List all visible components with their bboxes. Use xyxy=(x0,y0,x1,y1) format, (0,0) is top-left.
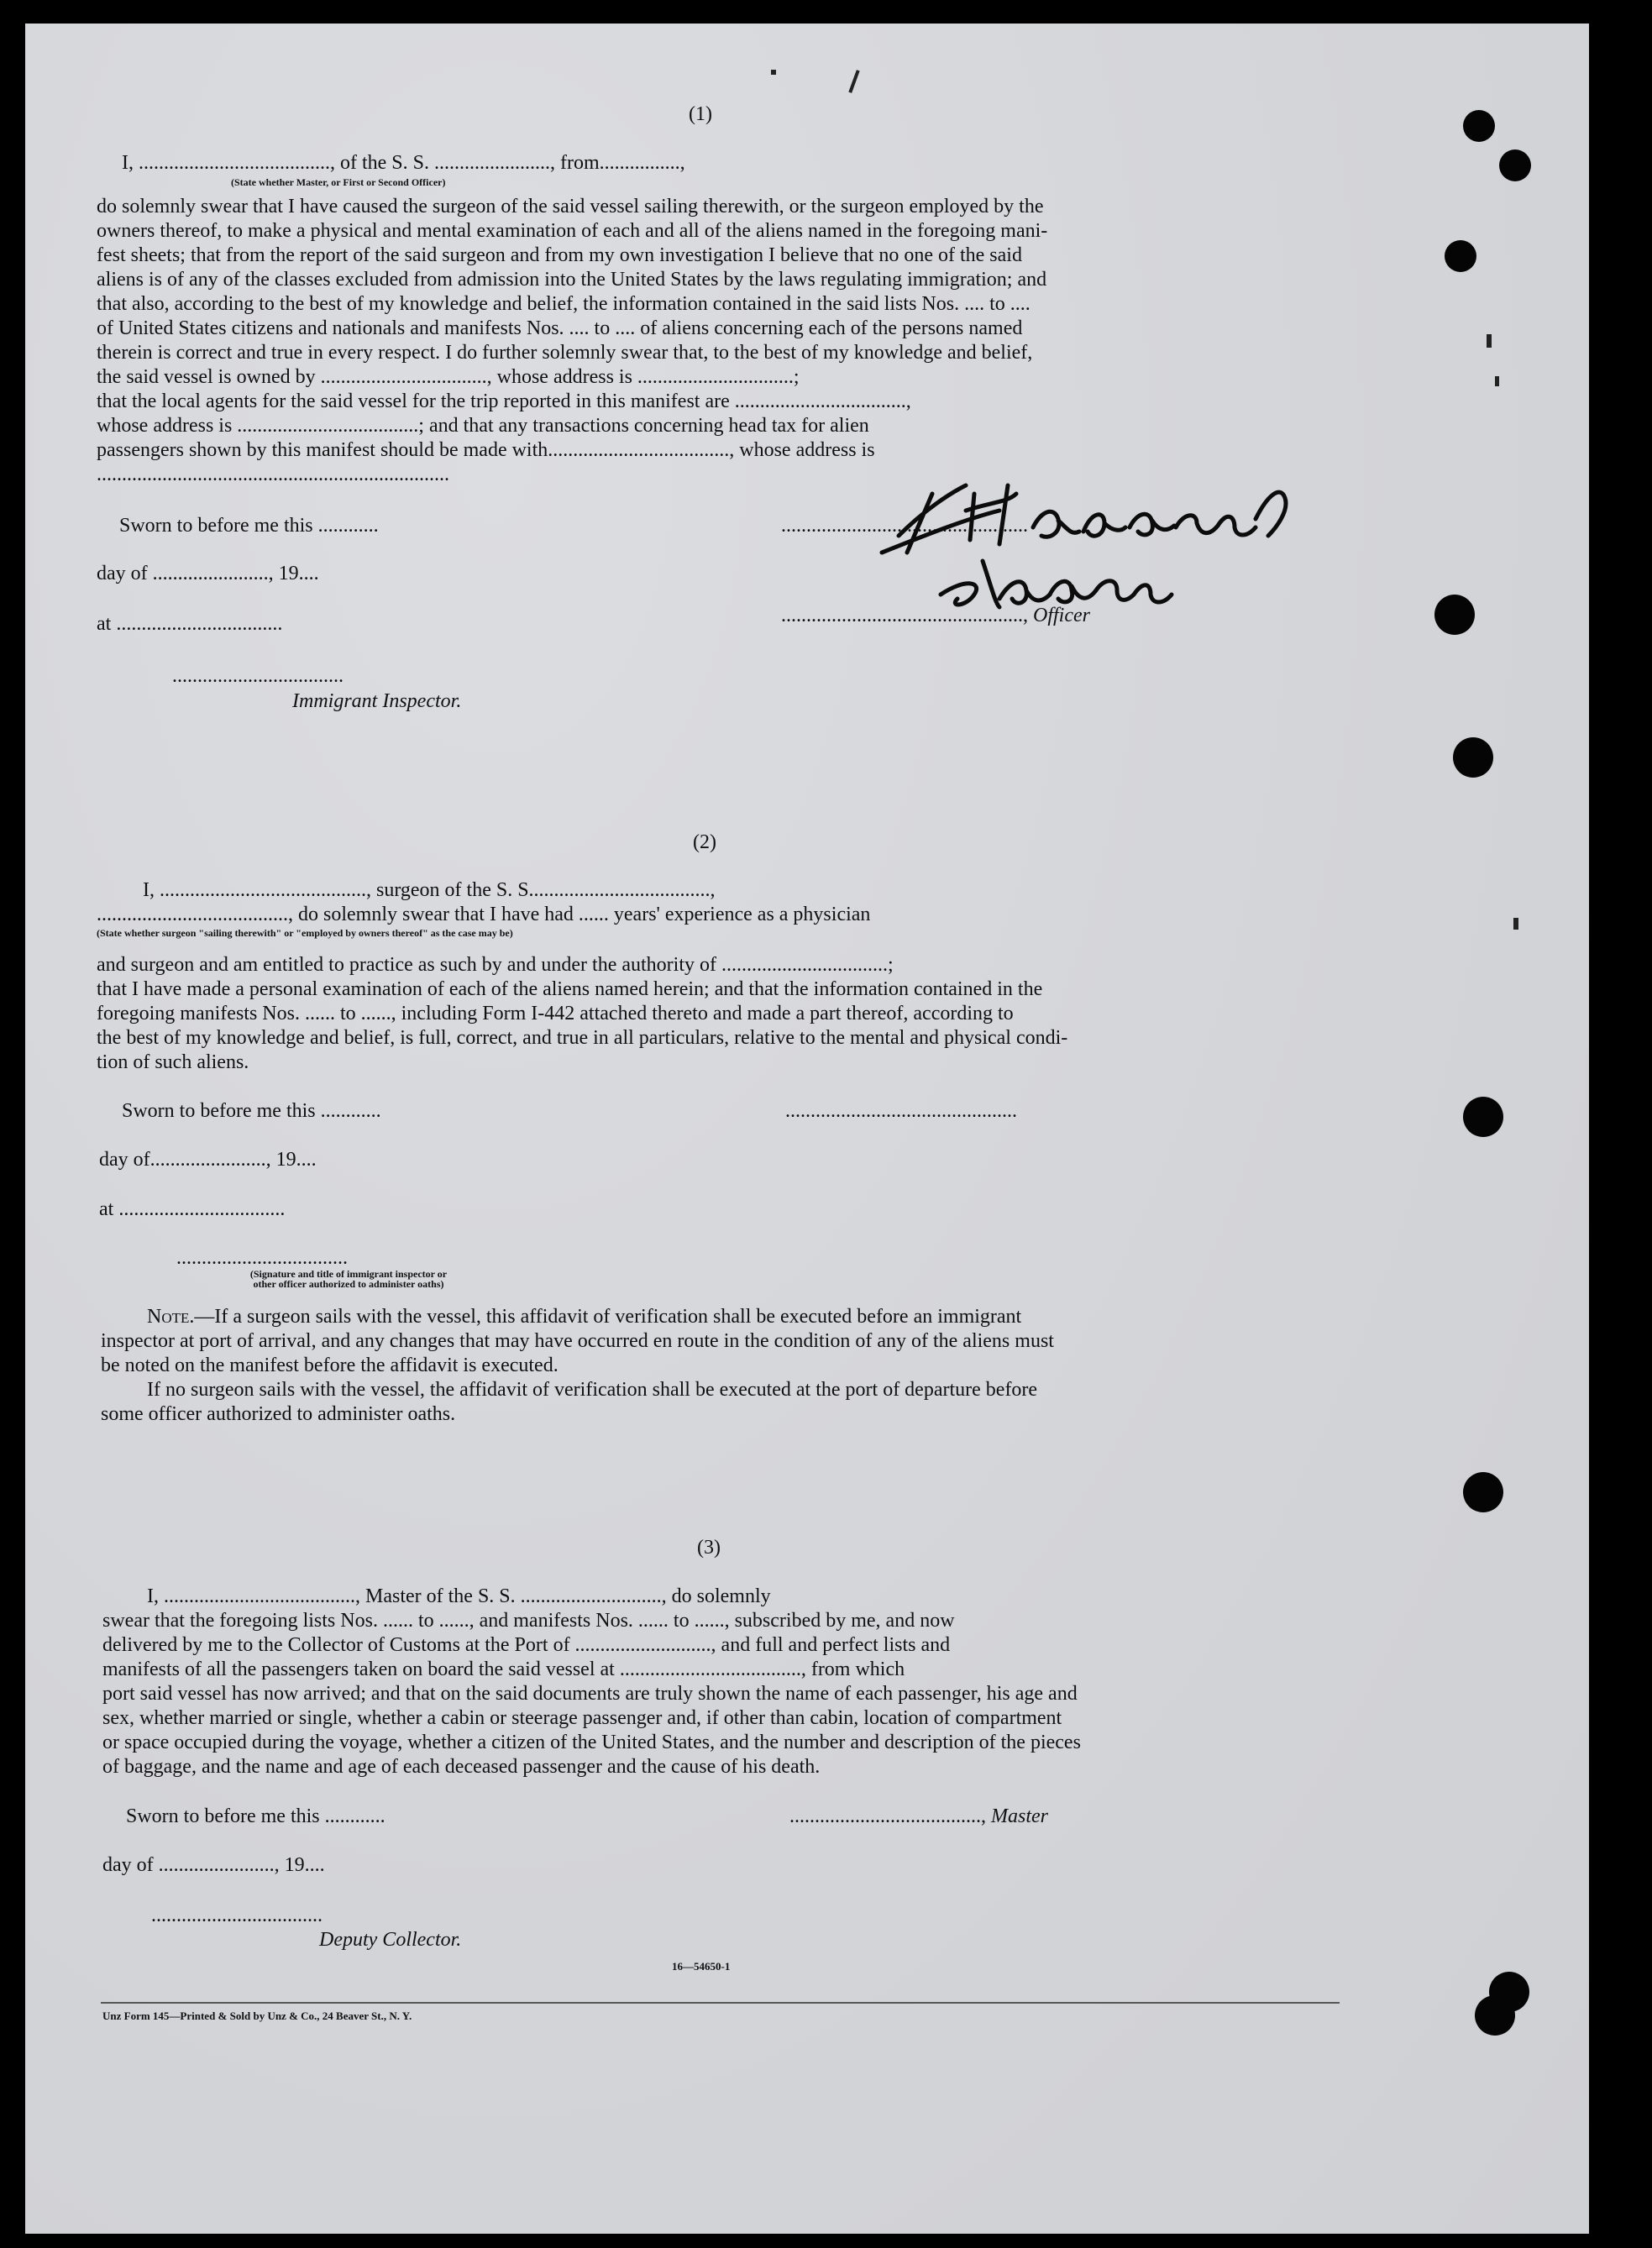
body-line: therein is correct and true in every respect. I do further solemnly swear that, to the best of my knowledge and belief, xyxy=(97,342,1033,364)
note-text: —If a surgeon sails with the vessel, this affidavit of verification shall be executed before an immigrant xyxy=(194,1306,1022,1328)
officer-dots: ................................................, xyxy=(781,605,1033,626)
body-line: the best of my knowledge and belief, is full, correct, and true in all particulars, relative to the mental and physical condi- xyxy=(97,1027,1068,1049)
note-label: Note. xyxy=(147,1306,195,1328)
edge-damage xyxy=(1445,240,1476,272)
form-number: 16—54650-1 xyxy=(672,1960,731,1973)
handwritten-signature xyxy=(873,460,1344,628)
inspector-dots: .................................. xyxy=(176,1247,348,1269)
day-line: day of ......................., 19.... xyxy=(97,563,319,584)
body-line: foregoing manifests Nos. ...... to ......, including Form I-442 attached thereto and made a part thereof, according to xyxy=(97,1003,1014,1024)
body-line: and surgeon and am entitled to practice as such by and under the authority of .................................; xyxy=(97,954,894,976)
body-line: fest sheets; that from the report of the said surgeon and from my own investigation I believe that no one of the said xyxy=(97,244,1022,266)
body-line: I, ......................................, Master of the S. S. ............................, do solemnly xyxy=(147,1585,771,1607)
body-line: delivered by me to the Collector of Customs at the Port of ..........................., and full and perfect lists and xyxy=(102,1634,951,1656)
section1-note: (State whether Master, or First or Second Officer) xyxy=(231,176,446,188)
body-line: owners thereof, to make a physical and mental examination of each and all of the aliens named in the foregoing mani- xyxy=(97,220,1048,242)
punch-hole xyxy=(1434,595,1475,635)
edge-speck xyxy=(1487,334,1492,348)
section2-line1: I, ........................................., surgeon of the S. S...................................., xyxy=(143,879,716,901)
punch-hole xyxy=(1453,737,1493,778)
edge-damage xyxy=(1463,110,1495,142)
deputy-collector-label: Deputy Collector. xyxy=(319,1929,462,1951)
body-line: aliens is of any of the classes excluded from admission into the United States by the laws regulating immigration; and xyxy=(97,269,1047,291)
sworn-line: Sworn to before me this ............ xyxy=(122,1100,381,1122)
body-line: of United States citizens and nationals and manifests Nos. .... to .... of aliens concerning each of the persons named xyxy=(97,317,1023,339)
master-dots: ......................................, xyxy=(789,1805,991,1827)
footer-rule xyxy=(101,2002,1340,2004)
sworn-line: Sworn to before me this ............ xyxy=(126,1805,385,1827)
punch-hole xyxy=(1463,1097,1503,1137)
collector-dots: .................................. xyxy=(151,1905,323,1926)
section1-number: (1) xyxy=(689,103,712,125)
no-surgeon-line: some officer authorized to administer oaths. xyxy=(101,1403,456,1425)
body-line: passengers shown by this manifest should be made with...................................., whose address is xyxy=(97,439,875,461)
inspector-note-1: (Signature and title of immigrant inspector or xyxy=(249,1268,448,1280)
section3-number: (3) xyxy=(697,1537,721,1559)
document-page xyxy=(25,24,1589,2234)
note-line: be noted on the manifest before the affidavit is executed. xyxy=(101,1355,559,1376)
day-line: day of ......................., 19.... xyxy=(102,1854,325,1876)
body-line: manifests of all the passengers taken on board the said vessel at ...................................., from which xyxy=(102,1658,905,1680)
body-line: swear that the foregoing lists Nos. ...... to ......, and manifests Nos. ...... to ......, subscribed by me, and now xyxy=(102,1610,955,1632)
body-line: or space occupied during the voyage, whether a citizen of the United States, and the number and description of the pieces xyxy=(102,1732,1081,1753)
edge-speck xyxy=(771,70,776,75)
note-line: inspector at port of arrival, and any changes that may have occurred en route in the condition of any of the aliens must xyxy=(101,1330,1054,1352)
body-line: of baggage, and the name and age of each deceased passenger and the cause of his death. xyxy=(102,1756,821,1778)
body-line: that I have made a personal examination of each of the aliens named herein; and that the information contained in the xyxy=(97,978,1043,1000)
body-line: tion of such aliens. xyxy=(97,1051,249,1073)
body-line: that also, according to the best of my knowledge and belief, the information contained in the said lists Nos. .... to .... xyxy=(97,293,1031,315)
at-line: at ................................. xyxy=(99,1198,286,1220)
edge-speck xyxy=(1495,376,1499,386)
edge-speck xyxy=(848,70,859,93)
punch-hole xyxy=(1475,1995,1515,2036)
at-line: at ................................. xyxy=(97,613,283,635)
body-line: whose address is ....................................; and that any transactions concerning head tax for alien xyxy=(97,415,869,437)
signature-dots: .............................................. xyxy=(785,1100,1017,1122)
no-surgeon-line: If no surgeon sails with the vessel, the affidavit of verification shall be executed at the port of departure before xyxy=(147,1379,1038,1401)
section2-line2: ......................................, do solemnly swear that I have had ...... years' experience as a physician xyxy=(97,904,871,925)
body-line: port said vessel has now arrived; and that on the said documents are truly shown the name of each passenger, his age and xyxy=(102,1683,1078,1705)
signature-dots: ................................................. xyxy=(781,515,1028,537)
section2-number: (2) xyxy=(693,831,716,853)
body-line: sex, whether married or single, whether a cabin or steerage passenger and, if other than cabin, location of compartment xyxy=(102,1707,1062,1729)
inspector-note-2: other officer authorized to administer oaths) xyxy=(253,1278,444,1290)
master-line xyxy=(789,1804,1048,1829)
note-line xyxy=(147,1304,1021,1329)
section2-note: (State whether surgeon "sailing therewith" or "employed by owners thereof" as the case may be) xyxy=(97,927,513,939)
immigrant-inspector-label: Immigrant Inspector. xyxy=(292,690,462,712)
body-line: the said vessel is owned by ................................., whose address is ...............................; xyxy=(97,366,800,388)
printer-footer: Unz Form 145—Printed & Sold by Unz & Co., 24 Beaver St., N. Y. xyxy=(102,2010,412,2022)
edge-damage xyxy=(1499,149,1531,181)
master-label: Master xyxy=(991,1805,1048,1827)
punch-hole xyxy=(1463,1472,1503,1512)
inspector-dots: .................................. xyxy=(172,665,344,687)
dots-line: ...................................................................... xyxy=(97,464,449,485)
sworn-line: Sworn to before me this ............ xyxy=(119,515,379,537)
edge-speck xyxy=(1513,918,1518,930)
body-line: do solemnly swear that I have caused the surgeon of the said vessel sailing therewith, or the surgeon employed by the xyxy=(97,196,1044,217)
officer-label: Officer xyxy=(1033,605,1090,626)
body-line: that the local agents for the said vessel for the trip reported in this manifest are .................................., xyxy=(97,390,911,412)
section1-line1: I, ......................................, of the S. S. ......................., from................, xyxy=(122,152,685,174)
day-line: day of......................., 19.... xyxy=(99,1149,317,1171)
